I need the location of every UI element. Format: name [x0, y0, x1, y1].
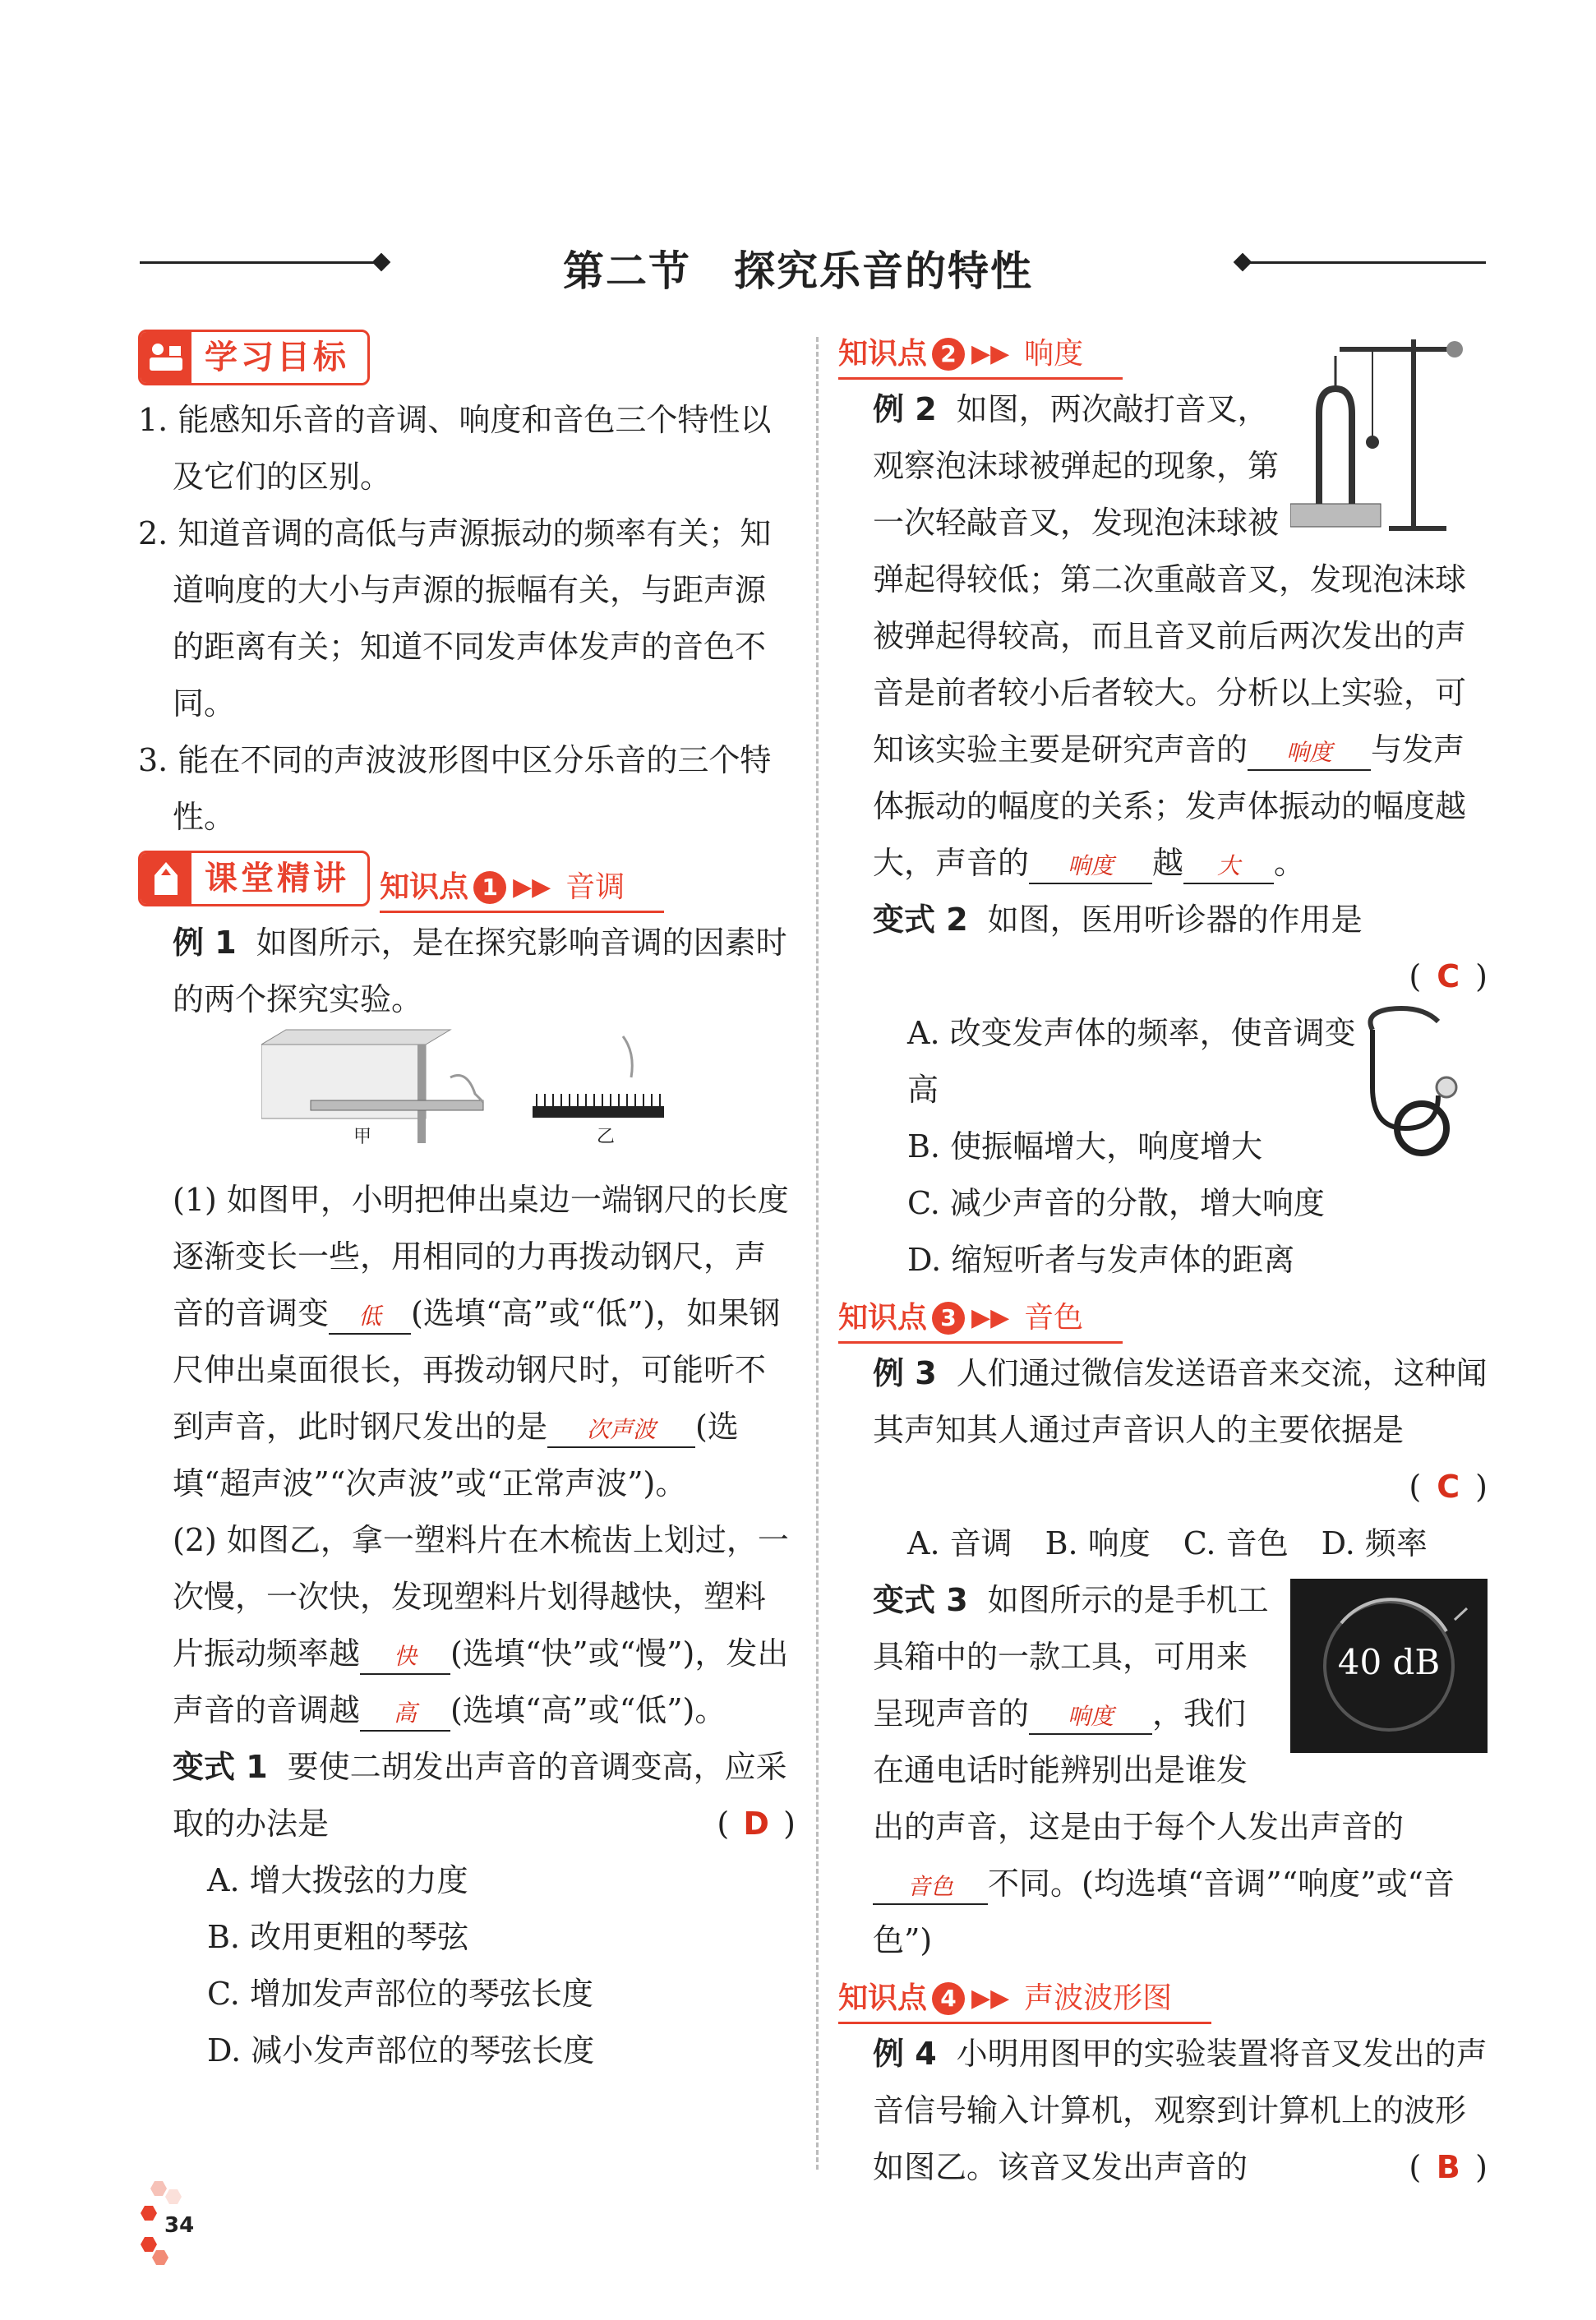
example-text: 如图，两次敲打音叉，观察泡沫球被弹起的现象，第一次轻敲音叉，发现泡沫球被弹起得较低；第二次重敲音叉，发现泡沫球被弹起得较高，而且音叉前后两次发出的声音是前者较小后者较大。分析以上实验，可知该实验主要是研究声音的 — [873, 391, 1467, 768]
answer-paren: ( B ) — [1409, 2139, 1488, 2196]
option: D. 减小发声部位的琴弦长度 — [207, 2032, 595, 2069]
example-label: 例 3 — [873, 1355, 937, 1391]
answer-blank: 低 — [329, 1300, 411, 1335]
figure-ruler-comb — [138, 1028, 796, 1172]
answer-blank: 大 — [1183, 850, 1274, 884]
example-text: 人们通过微信发送语音来交流，这种闻其声知其人通过声音识人的主要依据是 — [873, 1355, 1488, 1448]
option: B. 使振幅增大，响度增大 — [907, 1128, 1263, 1165]
kp-prefix: 知识点 — [838, 1301, 928, 1335]
example-text: 如图所示，是在探究影响音调的因素时的两个探究实验。 — [173, 925, 787, 1017]
kp-number: 1 — [473, 871, 506, 904]
example-label: 例 4 — [873, 2036, 937, 2072]
lecture-badge-label: 课堂精讲 — [205, 859, 349, 897]
kp-topic: 音调 — [565, 870, 625, 904]
header-rule-right — [1243, 261, 1486, 264]
option: D. 频率 — [1321, 1525, 1428, 1561]
choice-answer: C — [1437, 958, 1460, 994]
goal-item: 3. 能在不同的声波波形图中区分乐音的三个特性。 — [138, 742, 772, 835]
variant-label: 变式 3 — [873, 1582, 968, 1618]
options-row — [838, 1515, 1488, 1572]
page-number: 34 — [164, 2213, 195, 2238]
choice-answer: D — [743, 1806, 769, 1842]
answer-paren: ( C ) — [838, 1459, 1488, 1515]
kp-number: 4 — [932, 1982, 965, 2015]
question-1-paragraph — [138, 1172, 796, 1512]
double-arrow-icon: ▶▶ — [971, 1984, 1010, 2013]
answer-paren: ( D ) — [717, 1796, 796, 1852]
knowledge-point-3 — [838, 1297, 1123, 1344]
question-text: (选填“快”或“慢”)，发出声音的音调越 — [173, 1635, 789, 1728]
double-arrow-icon: ▶▶ — [513, 873, 551, 902]
answer-blank: 响度 — [1029, 1700, 1152, 1735]
example-text: 小明用图甲的实验装置将音叉发出的声音信号输入计算机，观察到计算机上的波形如图乙。该音叉发出声音的 — [873, 2036, 1488, 2185]
example-4 — [838, 2026, 1488, 2196]
double-arrow-icon: ▶▶ — [971, 339, 1010, 368]
kp-number: 2 — [932, 338, 965, 371]
variant-text: 如图所示的是手机工具箱中的一款工具，可用来呈现声音的 — [873, 1582, 1269, 1732]
example-label: 例 2 — [873, 391, 937, 427]
example-text: 。 — [1274, 845, 1306, 881]
knowledge-point-2 — [838, 333, 1123, 380]
option: A. 增大拨弦的力度 — [207, 1862, 468, 1898]
variant-text: 要使二胡发出声音的音调变高，应采取的办法是 — [173, 1749, 787, 1842]
question-text: (选填“高”或“低”)。 — [450, 1692, 727, 1728]
example-text: 与发声体振动的幅度的关系；发声体振动的幅度越大，声音的 — [873, 731, 1467, 881]
example-label: 例 1 — [173, 925, 237, 961]
variant-text: ，我们在通电话时能辨别出是谁发出的声音，这是由于每个人发出声音的 — [873, 1695, 1405, 1845]
answer-blank: 次声波 — [547, 1414, 695, 1448]
variant-2 — [838, 892, 1488, 948]
decibel-meter — [1290, 1579, 1488, 1753]
question-text: (选填“高”或“低”)，如果钢尺伸出桌面很长，再拨动钢尺时，可能听不到声音，此时钢尺发出的是 — [173, 1295, 781, 1445]
right-column — [838, 325, 1488, 2196]
option: B. 响度 — [1045, 1525, 1151, 1561]
option: D. 缩短听者与发声体的距离 — [907, 1242, 1295, 1278]
page-title: 第二节 探究乐音的特性 — [563, 247, 1033, 295]
kp-topic: 声波波形图 — [1024, 1981, 1173, 2015]
variant-1 — [138, 1739, 796, 1852]
kp-topic: 响度 — [1024, 337, 1084, 371]
study-icon — [141, 332, 191, 383]
question-text: (选填“超声波”“次声波”或“正常声波”)。 — [173, 1409, 739, 1501]
answer-blank: 响度 — [1248, 736, 1371, 771]
answer-paren: ( C ) — [838, 948, 1488, 1005]
goal-item: 2. 知道音调的高低与声源振动的频率有关；知道响度的大小与声源的振幅有关，与距声源的距离有关；知道不同发声体发声的音色不同。 — [138, 515, 772, 722]
answer-blank: 音色 — [873, 1870, 988, 1905]
question-2-paragraph — [138, 1512, 796, 1739]
variant-label: 变式 2 — [873, 902, 968, 938]
answer-blank: 响度 — [1029, 850, 1152, 884]
option: A. 改变发声体的频率，使音调变高 — [907, 1015, 1356, 1108]
kp-prefix: 知识点 — [380, 870, 469, 904]
choice-answer: C — [1437, 1469, 1460, 1505]
double-arrow-icon: ▶▶ — [971, 1303, 1010, 1332]
answer-blank: 高 — [360, 1697, 450, 1732]
goals-badge — [138, 330, 370, 385]
option: C. 音色 — [1183, 1525, 1289, 1561]
option: B. 改用更粗的琴弦 — [207, 1919, 469, 1955]
option: C. 减少声音的分散，增大响度 — [907, 1185, 1325, 1221]
knowledge-point-1 — [380, 866, 664, 913]
variant-text: 不同。(均选填“音调”“响度”或“音色”) — [873, 1866, 1455, 1958]
answer-blank: 快 — [360, 1640, 450, 1675]
pencil-icon — [141, 853, 191, 904]
kp-number: 3 — [932, 1302, 965, 1335]
variant-label: 变式 1 — [173, 1749, 268, 1785]
example-text: 越 — [1152, 845, 1184, 881]
knowledge-point-4 — [838, 1977, 1211, 2024]
ruler-comb-illustration — [261, 1028, 689, 1160]
choice-answer: B — [1436, 2149, 1460, 2185]
question-text: (1) 如图甲，小明把伸出桌边一端钢尺的长度逐渐变长一些，用相同的力再拨动钢尺，声音的音调变 — [173, 1182, 789, 1331]
column-divider — [816, 337, 819, 2170]
stethoscope-illustration — [1356, 1005, 1471, 1178]
variant-text: 如图，医用听诊器的作用是 — [987, 902, 1363, 938]
figure-label-b: 乙 — [597, 1127, 616, 1147]
option: A. 音调 — [907, 1525, 1012, 1561]
kp-topic: 音色 — [1024, 1301, 1084, 1335]
question-text: (2) 如图乙，拿一塑料片在木梳齿上划过，一次慢，一次快，发现塑料片划得越快，塑料片振动频率越 — [173, 1522, 789, 1672]
example-3 — [838, 1345, 1488, 1459]
option: C. 增加发声部位的琴弦长度 — [207, 1976, 593, 2012]
tuning-fork-illustration — [1290, 331, 1488, 545]
lecture-badge — [138, 851, 370, 906]
kp-prefix: 知识点 — [838, 337, 928, 371]
meter-reading: 40 dB — [1337, 1642, 1441, 1682]
goal-item: 1. 能感知乐音的音调、响度和音色三个特性以及它们的区别。 — [138, 402, 772, 495]
goals-badge-label: 学习目标 — [205, 338, 349, 376]
kp-prefix: 知识点 — [838, 1981, 928, 2015]
figure-label-a: 甲 — [353, 1127, 372, 1147]
left-column — [138, 325, 796, 2079]
